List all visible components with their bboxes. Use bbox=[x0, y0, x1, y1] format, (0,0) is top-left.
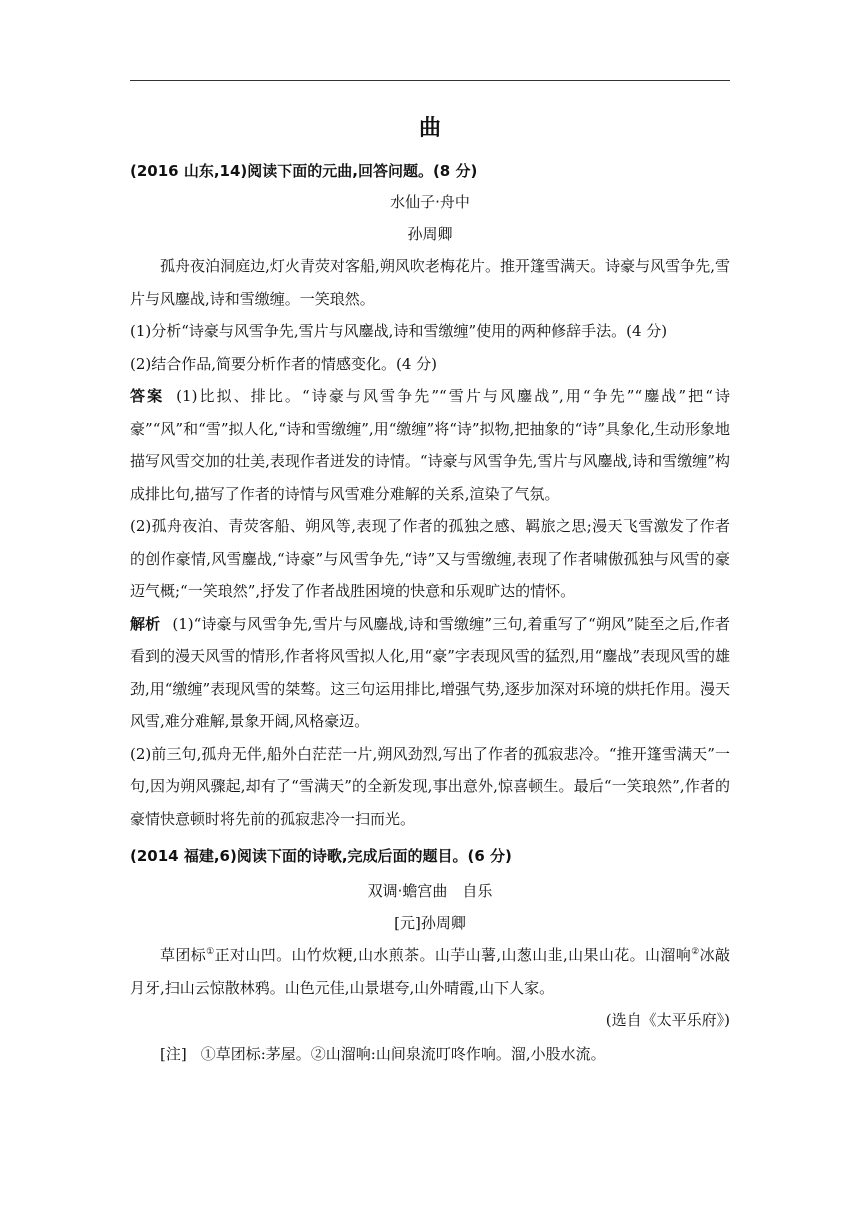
poem-2-note bbox=[130, 1038, 730, 1070]
poem-2-part-1: 草团标 bbox=[160, 946, 207, 964]
section-title: 曲 bbox=[418, 115, 441, 141]
poem-2-text bbox=[130, 939, 730, 1004]
content bbox=[130, 108, 730, 1070]
analysis-1-text: (1)“诗豪与风雪争先,雪片与风鏖战,诗和雪缴缠”三句,着重写了“朔风”陡至之后,作者看到的漫天风雪的情形,作者将风雪拟人化,用“豪”字表现风雪的猛烈,用“鏖战”表现风雪的雄劲,用“缴缠”表现风雪的桀骜。这三句运用排比,增强气势,逐步加深对环境的烘托作用。漫天风雪,难分难解,景象开阔,风格豪迈。 bbox=[130, 614, 730, 730]
analysis-label: 解析 bbox=[130, 614, 161, 633]
question-1-sub-2: (2)结合作品,简要分析作者的情感变化。(4 分) bbox=[130, 354, 438, 373]
poem-1-title: 水仙子·舟中 bbox=[390, 193, 470, 211]
answer-paragraph-1 bbox=[130, 380, 730, 510]
answer-label: 答案 bbox=[130, 387, 165, 405]
question-1 bbox=[130, 156, 730, 835]
poem-1-text: 孤舟夜泊洞庭边,灯火青荧对客船,朔风吹老梅花片。推开篷雪满天。诗豪与风雪争先,雪片与风鏖战,诗和雪缴缠。一笑琅然。 bbox=[130, 257, 730, 308]
note-text: ①草团标:茅屋。②山溜响:山间泉流叮咚作响。溜,小股水流。 bbox=[200, 1045, 606, 1063]
poem-2-part-3: 冰敲月牙,扫山云惊散林鸦。山色元佳,山景堪夸,山外晴霞,山下人家。 bbox=[130, 946, 730, 997]
poem-2-author: [元]孙周卿 bbox=[394, 914, 466, 932]
poem-1-author: 孙周卿 bbox=[407, 225, 453, 243]
question-2-header: (2014 福建,6)阅读下面的诗歌,完成后面的题目。(6 分) bbox=[130, 847, 512, 865]
question-1-header: (2016 山东,14)阅读下面的元曲,回答问题。(8 分) bbox=[130, 162, 478, 180]
analysis-paragraph-1 bbox=[130, 608, 730, 738]
question-2 bbox=[130, 841, 730, 1070]
footnote-marker-2: ② bbox=[691, 947, 700, 957]
note-label: [注] bbox=[160, 1045, 187, 1063]
answer-1-text: (1)比拟、排比。“诗豪与风雪争先”“雪片与风鏖战”,用“争先”“鏖战”把“诗豪”“风”和“雪”拟人化,“诗和雪缴缠”,用“缴缠”将“诗”拟物,把抽象的“诗”具象化,生动形象地描写风雪交加的壮美,表现作者迸发的诗情。“诗豪与风雪争先,雪片与风鏖战,诗和雪缴缠”构成排比句,描写了作者的诗情与风雪难分难解的关系,渲染了气氛。 bbox=[130, 387, 730, 503]
footnote-marker-1: ① bbox=[206, 947, 215, 957]
poem-2-part-2: 正对山凹。山竹炊粳,山水煎茶。山芋山薯,山葱山韭,山果山花。山溜响 bbox=[214, 946, 692, 964]
poem-2-source: (选自《太平乐府》) bbox=[605, 1011, 730, 1029]
header-rule bbox=[130, 80, 730, 81]
answer-paragraph-2: (2)孤舟夜泊、青荧客船、朔风等,表现了作者的孤独之感、羁旅之思;漫天飞雪激发了作者的创作豪情,风雪鏖战,“诗豪”与风雪争先,“诗”又与雪缴缠,表现了作者啸傲孤独与风雪的豪迈气概;“一笑琅然”,抒发了作者战胜困境的快意和乐观旷达的情怀。 bbox=[130, 517, 730, 600]
analysis-paragraph-2: (2)前三句,孤舟无伴,船外白茫茫一片,朔风劲烈,写出了作者的孤寂悲冷。“推开篷雪满天”一句,因为朔风骤起,却有了“雪满天”的全新发现,事出意外,惊喜顿生。最后“一笑琅然”,作者的豪情快意顿时将先前的孤寂悲冷一扫而光。 bbox=[130, 744, 730, 828]
question-1-sub-1: (1)分析“诗豪与风雪争先,雪片与风鏖战,诗和雪缴缠”使用的两种修辞手法。(4 分) bbox=[130, 322, 668, 340]
poem-2-title: 双调·蟾宫曲 自乐 bbox=[367, 882, 493, 900]
